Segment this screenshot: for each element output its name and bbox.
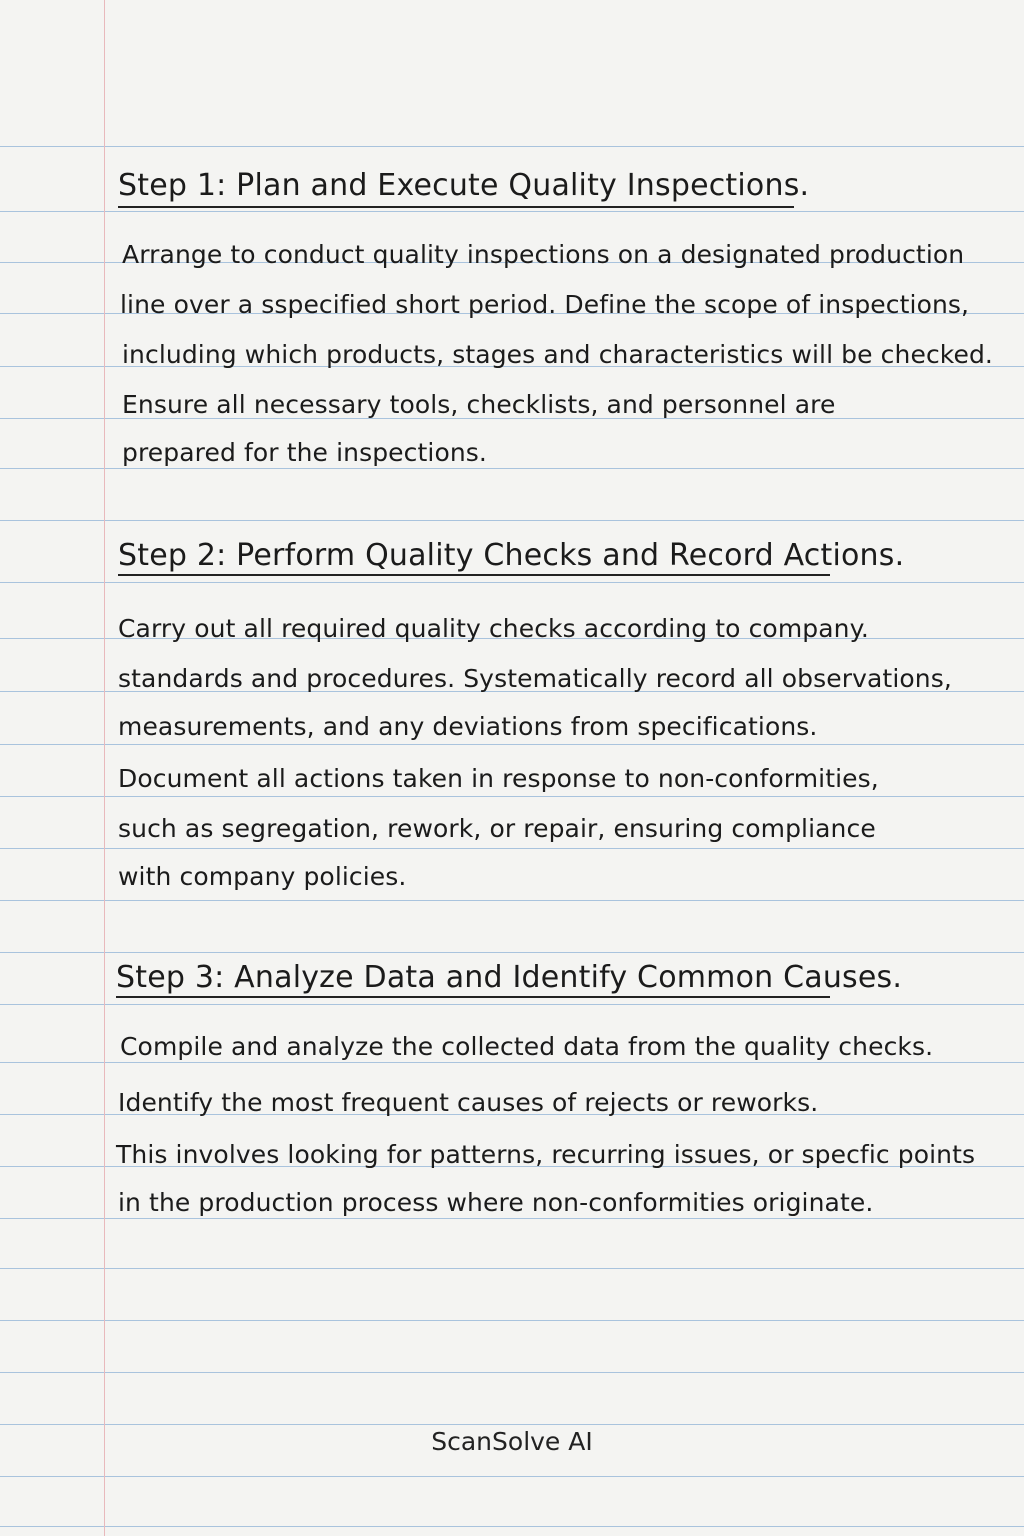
step-3-heading: Step 3: Analyze Data and Identify Common Causes. [116,960,903,995]
step-1-heading: Step 1: Plan and Execute Quality Inspections. [118,168,810,203]
step-1-text-line: including which products, stages and characteristics will be checked. [122,340,993,369]
step-1-text-line: Arrange to conduct quality inspections on a designated production [122,240,965,269]
rule-line [0,520,1024,521]
rule-line [0,1320,1024,1321]
margin-line [104,0,105,1536]
rule-line [0,848,1024,849]
step-3-text-line: Compile and analyze the collected data from the quality checks. [120,1032,934,1061]
step-2-text-line: Carry out all required quality checks according to company. [118,614,869,643]
rule-line [0,900,1024,901]
rule-line [0,952,1024,953]
step-1-text-line: prepared for the inspections. [122,438,487,467]
step-1-text-line: Ensure all necessary tools, checklists, and personnel are [122,390,836,419]
step-2-text-line: measurements, and any deviations from specifications. [118,712,818,741]
rule-line [0,1372,1024,1373]
rule-line [0,146,1024,147]
rule-line [0,582,1024,583]
rule-line [0,1526,1024,1527]
footer-brand: ScanSolve AI [431,1427,593,1456]
step-2-text-line: Document all actions taken in response to non-conformities, [118,764,879,793]
step-1-heading-underline [118,206,794,208]
step-2-heading: Step 2: Perform Quality Checks and Record Actions. [118,538,905,573]
step-1-text-line: line over a sspecified short period. Define the scope of inspections, [120,290,970,319]
rule-line [0,1476,1024,1477]
step-3-text-line: This involves looking for patterns, recurring issues, or specfic points [116,1140,976,1169]
step-2-text-line: standards and procedures. Systematically record all observations, [118,664,952,693]
rule-line [0,796,1024,797]
rule-line [0,1268,1024,1269]
step-3-heading-underline [116,996,830,998]
step-2-text-line: such as segregation, rework, or repair, ensuring compliance [118,814,876,843]
rule-line [0,744,1024,745]
step-2-heading-underline [118,574,830,576]
rule-line [0,211,1024,212]
step-2-text-line: with company policies. [118,862,407,891]
step-3-text-line: in the production process where non-conformities originate. [118,1188,874,1217]
rule-line [0,1004,1024,1005]
step-3-text-line: Identify the most frequent causes of rejects or reworks. [118,1088,819,1117]
